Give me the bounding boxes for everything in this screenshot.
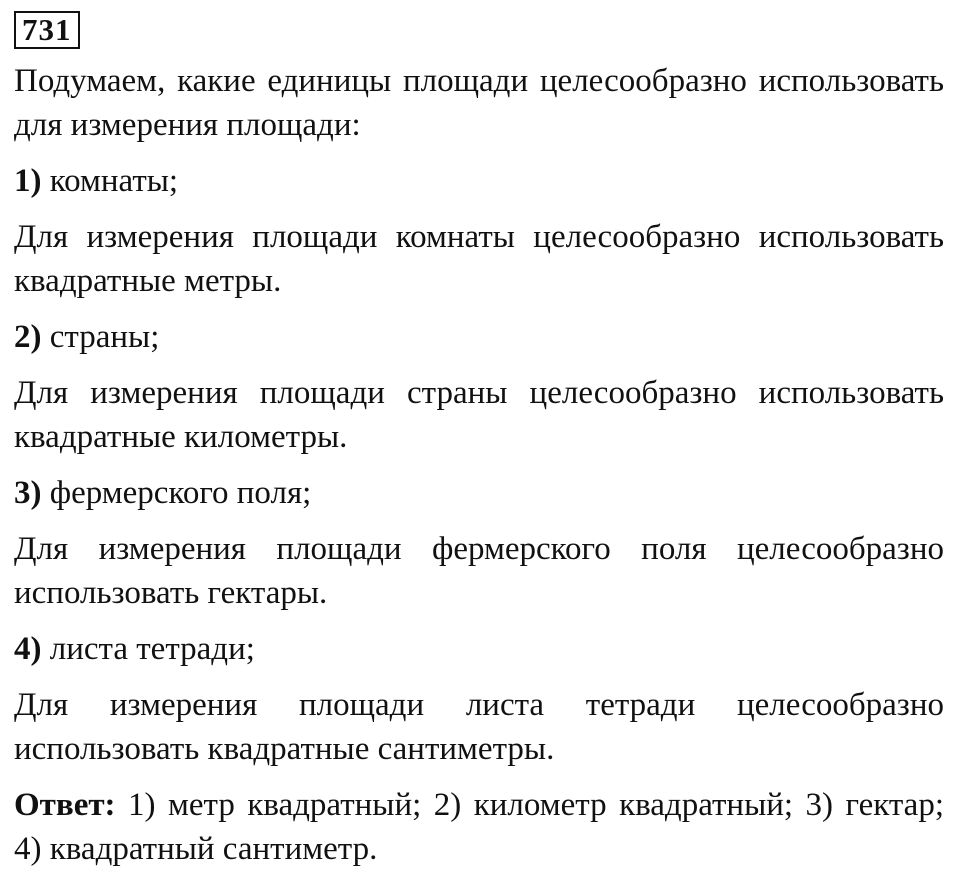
task-number-box: 731 (14, 11, 80, 49)
item-2-text: страны; (49, 319, 160, 355)
item-2-question (14, 315, 944, 359)
item-1-explanation: Для измерения площади комнаты целесообразно использовать квадратные метры. (14, 219, 944, 299)
answer-label: Ответ: (14, 787, 116, 823)
item-4-text: листа тетради; (49, 631, 255, 667)
item-3-text: фермерского поля; (49, 475, 312, 511)
item-2-explanation: Для измерения площади страны целесообразно использовать квадратные километры. (14, 375, 944, 455)
item-3-explanation: Для измерения площади фермерского поля целесообразно использовать гектары. (14, 531, 944, 611)
item-4-explanation: Для измерения площади листа тетради целесообразно использовать квадратные сантиметры. (14, 687, 944, 767)
item-3-number: 3) (14, 475, 42, 511)
item-4-number: 4) (14, 631, 42, 667)
item-4-question (14, 627, 944, 671)
answer-text: 1) метр квадратный; 2) километр квадратный; 3) гектар; 4) квадратный сантиметр. (14, 787, 945, 867)
item-1-text: комнаты; (49, 163, 179, 199)
intro-paragraph: Подумаем, какие единицы площади целесообразно использовать для измерения площади: (14, 63, 944, 143)
answer-paragraph (14, 783, 944, 871)
item-1-question (14, 159, 944, 203)
item-3-question (14, 471, 944, 515)
item-2-number: 2) (14, 319, 42, 355)
item-1-number: 1) (14, 163, 42, 199)
